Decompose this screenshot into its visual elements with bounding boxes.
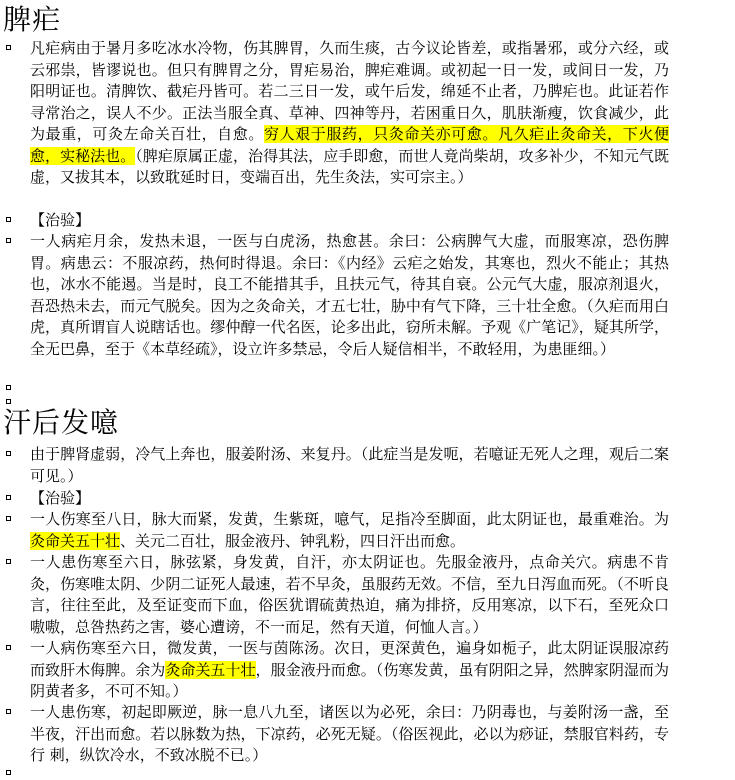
subheading: 【治验】 — [30, 489, 91, 507]
highlighted-text: 穷人艰于服药，只灸命关亦可愈。 — [263, 125, 498, 143]
bullet-icon — [6, 516, 11, 521]
list-item — [0, 231, 735, 381]
paragraph-text: 、关元二百壮，服金液丹、钟乳粉，四日汗出而愈。 — [120, 531, 466, 550]
bullet-icon — [6, 559, 11, 564]
section-list — [0, 38, 735, 409]
list-item — [0, 702, 735, 766]
paragraph-text: 一人病伤寒至六日，微发黄，一医与茵陈汤。次日，更深黄色，遍身如栀子，此太阴证误服凉药而致肝木侮脾。余为 — [30, 639, 669, 679]
paragraph-text: 一人患伤寒，初起即厥逆，脉一息八九至，诸医以为必死，余曰：乃阴毒也，与姜附汤一盏，至半夜，汗出而愈。若以脉数为热，下凉药，必死无疑。（俗医视此，必以为痧证，禁服官料药，专行 刺，纵饮冷水，不致冰脱不已。） — [30, 703, 669, 764]
empty-list-item — [0, 381, 735, 395]
paragraph-text: 由于脾肾虚弱，冷气上奔也，服姜附汤、来复丹。（此症当是发呃，若噫证无死人之理，观后二案可见。） — [30, 445, 669, 485]
bullet-icon — [6, 238, 11, 243]
bullet-icon — [6, 385, 11, 390]
paragraph-text: （脾疟原属正虚，治得其法，应手即愈，而世人竟尚柴胡，攻多补少，不知元气既虚，又拔其本，以致耽延时日，变端百出，先生灸法，实可宗主。） — [30, 146, 669, 186]
empty-list-item — [0, 766, 735, 780]
bullet-icon — [6, 495, 11, 500]
highlighted-text: 凡久疟止灸命关，下火便愈，实秘法也。 — [30, 125, 669, 165]
list-item — [0, 509, 735, 552]
list-item — [0, 638, 735, 702]
list-item — [0, 488, 735, 509]
list-item — [0, 444, 735, 488]
paragraph-text: 一人病疟月余，发热未退，一医与白虎汤，热愈甚。余曰：公病脾气大虚，而服寒凉，恐伤脾胃。病患云：不服凉药，热何时得退。余曰：《内经》云疟之始发，其寒也，烈火不能止；其热也，冰水不能遏。当是时，良工不能措其手，且扶元气，待其自衰。公元气大虚，服凉剂退火，吾恐热未去，而元气脱矣。因为之灸命关，才五七壮，胁中有气下降，三十壮全愈。（久疟而用白虎，真所谓盲人说瞎话也。缪仲醇一代名医，论多出此，窃所未解。予观《广笔记》，疑其所学，全无巴鼻，至于《本草经疏》，设立许多禁忌，令后人疑信相半，不敢轻用，为患匪细。） — [30, 232, 669, 358]
section-title: 脾疟 — [3, 3, 62, 36]
bullet-icon — [6, 770, 11, 775]
highlighted-text: 灸命关五十壮 — [30, 531, 121, 550]
list-item — [0, 210, 735, 231]
bullet-icon — [6, 45, 11, 50]
paragraph-text: 一人患伤寒至六日，脉弦紧，身发黄，自汗，亦太阴证也。先服金液丹，点命关穴。病患不肯灸，伤寒唯太阴、少阴二证死人最速，若不早灸，虽服药无效。不信，至九日泻血而死。（不听良言，往往至此，及至证变而下血，俗医犹谓硫黄热迫，痛为排挤，反用寒凉，以下石，至死众口嗷嗷，总咎热药之害，婆心遭谤，不一而足，然有天道，何恤人言。） — [30, 553, 669, 636]
list-item — [0, 38, 735, 210]
paragraph-text: ，服金液丹而愈。（伤寒发黄，虽有阴阳之异，然脾家阴湿而为阴黄者多，不可不知。） — [30, 660, 669, 700]
bullet-icon — [6, 645, 11, 650]
bullet-icon — [6, 217, 11, 222]
bullet-icon — [6, 399, 11, 404]
section-title: 汗后发噫 — [3, 406, 120, 439]
paragraph-text: 一人伤寒至八日，脉大而紧，发黄，生紫斑，噫气，足指冷至脚面，此太阴证也，最重难治。为 — [30, 510, 669, 528]
list-item — [0, 552, 735, 638]
subheading: 【治验】 — [30, 211, 91, 229]
bullet-icon — [6, 451, 11, 456]
section-list — [0, 444, 735, 780]
highlighted-text: 灸命关五十壮 — [165, 660, 256, 679]
bullet-icon — [6, 709, 11, 714]
paragraph-text: 凡疟病由于暑月多吃冰水冷物，伤其脾胃，久而生痰，古今议论皆差，或指暑邪，或分六经，或云邪祟，皆谬说也。但只有脾胃之分，胃疟易治，脾疟难调。或初起一日一发，或间日一发，乃阳明证也。清脾饮、截疟丹皆可。若二三日一发，或午后发，绵延不止者，乃脾疟也。此证若作寻常治之，误人不少。正法当服全真、草神、四神等丹，若困重日久，肌肤渐瘦，饮食减少，此为最重，可灸左命关百壮，自愈。 — [30, 39, 669, 143]
